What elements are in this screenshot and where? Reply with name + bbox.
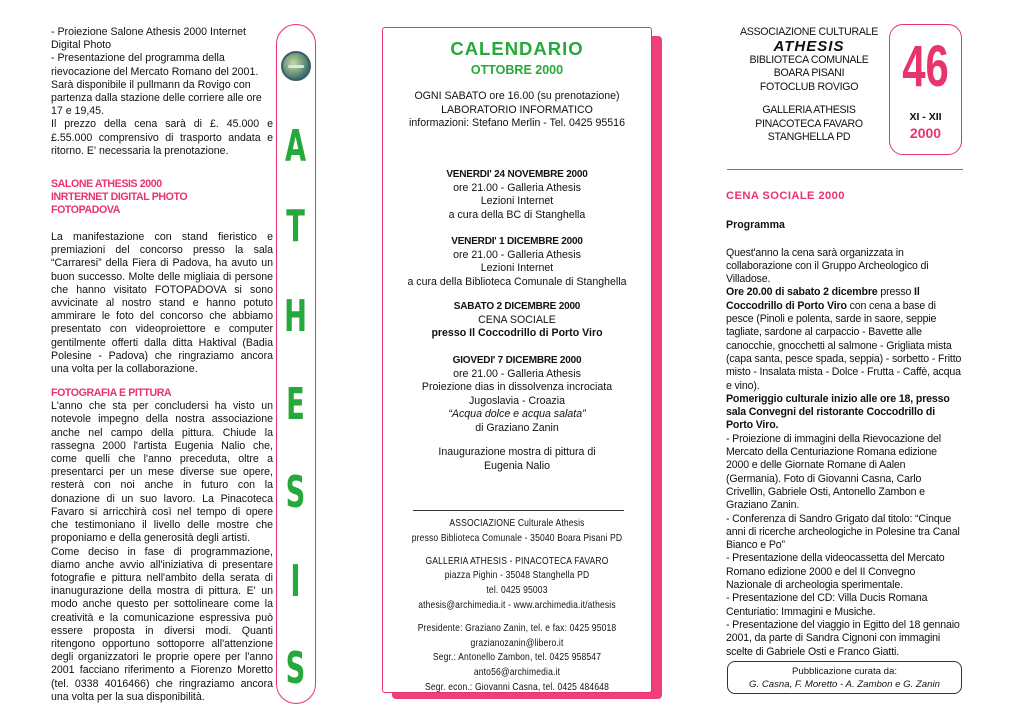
- contact-line: piazza Pighin - 35048 Stanghella PD: [444, 570, 590, 582]
- paragraph: Pomeriggio culturale inizio alle ore 18, presso sala Convegni del ristorante Coccodrillo di Porto Viro.: [726, 392, 950, 432]
- issue-number: 46: [902, 34, 949, 99]
- contact-line: presso Biblioteca Comunale - 35040 Boara Pisani PD: [411, 532, 623, 544]
- credit-label: Pubblicazione curata da:: [791, 666, 898, 677]
- intro-line: Il prezzo della cena sarà di £. 45.000 e £.55.000 comprensivo di trasporto andata e ritorno. E' necessaria la prenotazione.: [51, 118, 273, 157]
- divider: [727, 169, 963, 170]
- event-line: di Graziano Zanin: [475, 421, 559, 434]
- pittura-text: L'anno che sta per concludersi ha visto un notevole impegno della nostra associazione anche nel campo della pittura. Chiude la rassegna 2000 l'artista Eugenia Nalio che, come quelli che l'anno preceduta, oltre a presentarci per un mese diverse sue opere, resterà con noi anche in futuro con la donazione di un suo lavoro. La Pinacoteca Favaro si arricchirà così nel tempo di opere che testimoniano il livello delle mostre che proponiamo e della generosità degli artisti.: [51, 400, 273, 545]
- programma-body: [726, 247, 962, 659]
- intro-line: OGNI SABATO ore 16.00 (su prenotazione): [414, 90, 620, 102]
- divider: [413, 510, 624, 511]
- paragraph: Quest'anno la cena sarà organizzata in collaborazione con il Gruppo Archeologico di Villadose.: [726, 246, 929, 286]
- masthead-line: GALLERIA ATHESIS: [762, 104, 856, 116]
- association-contacts: [407, 517, 627, 696]
- intro-line: - Presentazione del programma della rievocazione del Mercato Romano del 2001.: [51, 52, 259, 78]
- program-item: - Presentazione del CD: Villa Ducis Romana Centuriatio: Immagini e Musiche.: [726, 592, 928, 618]
- club-emblem-icon: [281, 51, 311, 81]
- masthead-line: FOTOCLUB ROVIGO: [759, 80, 859, 93]
- masthead: [733, 26, 885, 145]
- event-item: [383, 300, 651, 341]
- text: presso: [877, 286, 915, 299]
- paragraph: [726, 286, 962, 392]
- vertical-letter: E: [286, 379, 305, 430]
- event-line: a cura della BC di Stanghella: [448, 208, 586, 221]
- contact-line: Segr. econ.: Giovanni Casna, tel. 0425 484648: [424, 681, 610, 693]
- credit-names: G. Casna, F. Moretto - A. Zambon e G. Zanin: [749, 679, 940, 690]
- salone-title-line: INRTERNET DIGITAL PHOTO: [51, 191, 188, 204]
- masthead-name: ATHESIS: [773, 37, 845, 55]
- program-item: - Conferenza di Sandro Grigato dal titolo: “Cinque anni di ricerche archeologiche in Polesine tra Canal Bianco e Po”: [726, 512, 960, 552]
- programma-heading: Programma: [726, 219, 785, 232]
- contact-line: anto56@archimedia.it: [473, 667, 561, 679]
- masthead-line: BOARA PISANI: [773, 67, 845, 79]
- contact-line: grazianozanin@libero.it: [470, 637, 564, 649]
- calendar-intro: [383, 90, 651, 131]
- event-line: ore 21.00 - Galleria Athesis: [453, 248, 581, 261]
- inaugurazione-line: Inaugurazione mostra di pittura di: [438, 446, 596, 458]
- event-place: presso Il Coccodrillo di Porto Viro: [431, 327, 603, 339]
- program-item: - Presentazione della videocassetta del Mercato Romano edizione 2000 e del II Convegno Nazionale di archeologia sperimentale.: [726, 552, 945, 592]
- bold-text: Il Coccodrillo di Porto Viro: [726, 286, 920, 312]
- event-quote: “Acqua dolce e acqua salata”: [448, 408, 586, 420]
- masthead-line: ASSOCIAZIONE CULTURALE: [739, 26, 878, 38]
- masthead-line: PINACOTECA FAVARO: [755, 117, 863, 130]
- program-item: - Presentazione del viaggio in Egitto del 18 gennaio 2001, da parte di Sandra Cignoni con immagini scelte di Gabriele Osti e Franco Giatti.: [726, 618, 960, 658]
- event-date: VENERDI' 24 NOVEMBRE 2000: [446, 169, 588, 180]
- event-date: SABATO 2 DICEMBRE 2000: [453, 301, 581, 312]
- event-line: a cura della Biblioteca Comunale di Stanghella: [407, 275, 627, 288]
- inaugurazione: [383, 446, 651, 473]
- issue-badge: [889, 24, 962, 155]
- vertical-letter: S: [285, 467, 306, 518]
- salone-title-line: FOTOPADOVA: [51, 204, 120, 217]
- intro-line: - Proiezione Salone Athesis 2000 Internet Digital Photo: [51, 26, 246, 52]
- event-item: [383, 235, 651, 289]
- event-line: ore 21.00 - Galleria Athesis: [453, 367, 581, 380]
- issue-months: XI - XII: [909, 111, 942, 123]
- cena-title: CENA SOCIALE 2000: [726, 190, 845, 202]
- credit-box: [727, 661, 962, 694]
- pittura-text-2: Come deciso in fase di programmazione, diamo anche avvio all'iniziativa di presentare fotografie e pittura nell'ambito della serata di inanugurazione della mostra di pittura. E' un modo anche questo per sottolineare come la creatività e la comunicazione espressiva può essere proposta in diversi modi. Quanti ritengono opportuno sottoporre all'attenzione degli organizzatori le proprie opere per l'anno 2001 facciano riferimento a Fiorenzo Moretto (tel. 0338 4016466) che ringraziamo ancora una volta per la sua disponibilità.: [51, 545, 273, 703]
- event-line: Proiezione dias in dissolvenza incrociata: [421, 381, 613, 393]
- calendar-panel: [382, 27, 652, 693]
- issue-year: 2000: [909, 125, 942, 141]
- calendar-title: CALENDARIO: [450, 38, 584, 59]
- event-line: Lezioni Internet: [480, 195, 554, 207]
- event-item: [383, 354, 651, 435]
- vertical-letter: H: [284, 291, 307, 342]
- contact-line: GALLERIA ATHESIS - PINACOTECA FAVARO: [425, 555, 609, 567]
- pittura-title: FOTOGRAFIA E PITTURA: [51, 387, 172, 400]
- text: con cena a base di pesce (Pinoli e polenta, sarde in saore, seppie tagliate, sardone al carpaccio - Bavette alle canocchie, gnocchetti al salmone - Grigliata mista (capa santa, pesce spada, seppia) - sorbetto - Fritto misto - Insalata mista - Dolce - Frutta - Caffè, acqua e vino).: [726, 299, 962, 392]
- vertical-letter: I: [290, 556, 301, 607]
- salone-title-line: SALONE ATHESIS 2000: [51, 178, 162, 191]
- salone-text: La manifestazione con stand fieristico e premiazioni del concorso presso la sala “Carraresi” della Fiera di Padova, ha avuto un buon successo. Molte delle migliaia di persone che hanno visitato FOTOPADOVA si sono avvicinate al nostro stand e hanno potuto ammirare le foto del concorso che abbiamo presentato con videoproiettore e computer gentilmente offerti dalla ditta Haktival (Badia Polesine - Padova) che ringraziamo ancora una volta per la collaborazione.: [51, 231, 273, 376]
- intro-line: LABORATORIO INFORMATICO: [441, 103, 593, 116]
- contact-line: tel. 0425 95003: [486, 585, 548, 597]
- vertical-title-bar: [276, 24, 316, 704]
- event-date: GIOVEDI' 7 DICEMBRE 2000: [452, 355, 582, 366]
- calendar-month: OTTOBRE 2000: [470, 63, 564, 77]
- contact-line: athesis@archimedia.it - www.archimedia.it/athesis: [418, 599, 616, 611]
- masthead-line: STANGHELLA PD: [767, 131, 851, 143]
- event-line: Jugoslavia - Croazia: [469, 394, 565, 407]
- contact-line: Segr.: Antonello Zambon, tel. 0425 958547: [432, 652, 602, 664]
- left-column: [51, 26, 273, 704]
- right-column: [726, 190, 962, 659]
- masthead-line: BIBLIOTECA COMUNALE: [749, 53, 869, 66]
- inaugurazione-line: Eugenia Nalio: [484, 459, 550, 472]
- vertical-letter: T: [286, 201, 305, 252]
- intro-line: informazioni: Stefano Merlin - Tel. 0425 95516: [409, 117, 625, 129]
- vertical-letter: S: [285, 643, 306, 694]
- event-line: Lezioni Internet: [480, 262, 554, 274]
- bold-text: Ore 20.00 di sabato 2 dicembre: [726, 286, 878, 299]
- vertical-letter: A: [284, 121, 307, 172]
- event-line: ore 21.00 - Galleria Athesis: [453, 181, 581, 194]
- contact-line: ASSOCIAZIONE Culturale Athesis: [449, 518, 585, 529]
- intro-line: Sarà disponibile il pullmann da Rovigo con partenza dalla stazione delle corriere alle ore 17 e 19,45.: [51, 78, 262, 118]
- contact-line: Presidente: Graziano Zanin, tel. e fax: 0425 95018: [417, 622, 617, 634]
- event-line: CENA SOCIALE: [478, 313, 556, 326]
- event-item: [383, 168, 651, 222]
- program-item: - Proiezione di immagini della Rievocazione del Mercato della Centuriazione Romana edizione 2000 e delle Giornate Romane di Aalen (Germania). Foto di Giovanni Casna, Carlo Crivellin, Gabriele Osti, Antonello Zambon e Graziano Zanin.: [726, 432, 941, 512]
- event-date: VENERDI' 1 DICEMBRE 2000: [451, 236, 583, 247]
